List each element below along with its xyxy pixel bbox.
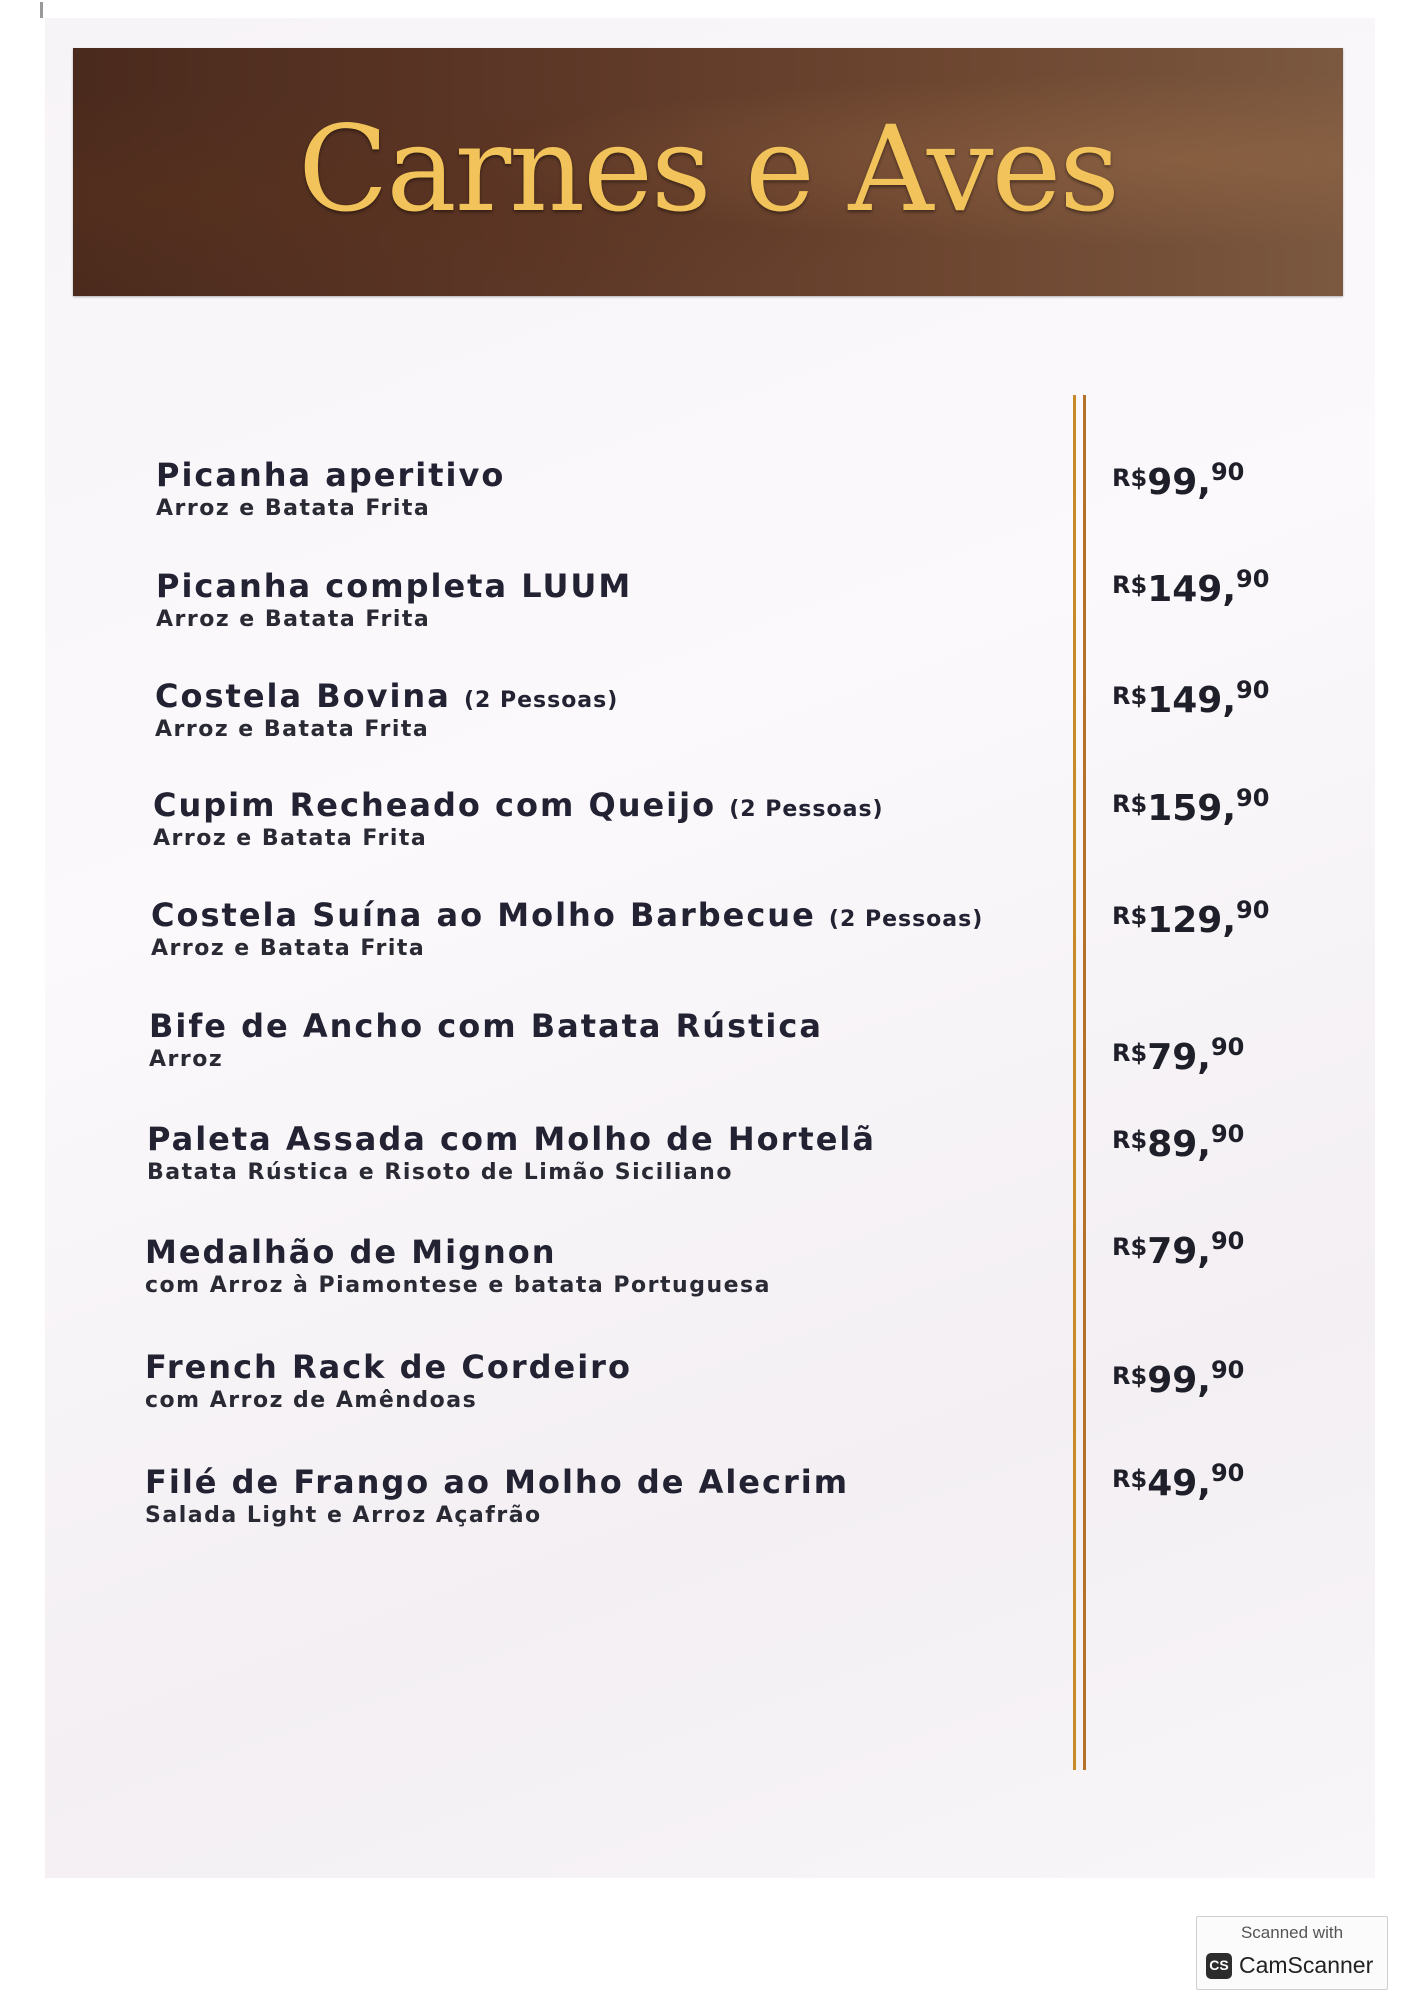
item-price: R$89,90 [1112,1120,1245,1165]
item-description: Arroz e Batata Frita [156,607,431,632]
section-title: Carnes e Aves [298,100,1118,238]
item-serving-note: (2 Pessoas) [828,907,984,932]
item-name: Paleta Assada com Molho de Hortelã [147,1120,876,1158]
camscanner-logo-icon: CS [1206,1953,1232,1979]
item-name: Medalhão de Mignon [145,1233,557,1271]
scanner-watermark [1196,1916,1388,1990]
menu-item [155,677,1075,742]
item-name: Picanha completa LUUM [156,567,633,605]
watermark-brand: CamScanner [1239,1952,1374,1978]
item-description: Batata Rústica e Risoto de Limão Siciliano [147,1160,733,1185]
item-description: Arroz e Batata Frita [153,826,428,851]
item-description: Arroz e Batata Frita [155,717,430,742]
item-name: French Rack de Cordeiro [145,1348,632,1386]
menu-item [145,1348,1065,1413]
menu-item [151,896,1071,961]
item-name: Picanha aperitivo [156,456,506,494]
item-name: Filé de Frango ao Molho de Alecrim [145,1463,850,1501]
item-description: Arroz [149,1047,224,1072]
item-price: R$79,90 [1112,1033,1245,1078]
item-price: R$149,90 [1112,676,1270,721]
item-description: com Arroz de Amêndoas [145,1388,478,1413]
item-description: Arroz e Batata Frita [156,496,431,521]
menu-item [147,1120,1067,1185]
item-name: Bife de Ancho com Batata Rústica [149,1007,823,1045]
item-name: Costela Suína ao Molho Barbecue (2 Pessoas) [151,896,984,934]
item-serving-note: (2 Pessoas) [729,797,884,822]
watermark-caption: Scanned with [1240,1923,1344,1942]
menu-item [156,567,1076,632]
scan-edge-mark [40,2,43,18]
item-price: R$149,90 [1112,565,1270,610]
menu-item [149,1007,1069,1072]
item-name: Cupim Recheado com Queijo (2 Pessoas) [153,786,884,824]
menu-item [145,1463,1065,1528]
menu-item [153,786,1073,851]
menu-item [156,456,1076,521]
item-price: R$79,90 [1112,1227,1245,1272]
item-price: R$49,90 [1112,1459,1245,1504]
menu-item [145,1233,1065,1298]
section-banner [73,48,1343,296]
item-description: Salada Light e Arroz Açafrão [145,1503,542,1528]
item-price: R$99,90 [1112,1356,1245,1401]
item-description: Arroz e Batata Frita [151,936,426,961]
item-name: Costela Bovina (2 Pessoas) [155,677,619,715]
item-description: com Arroz à Piamontese e batata Portuguesa [145,1273,771,1298]
item-price: R$129,90 [1112,896,1270,941]
item-price: R$159,90 [1112,784,1270,829]
item-serving-note: (2 Pessoas) [463,688,619,713]
item-price: R$99,90 [1112,458,1245,503]
